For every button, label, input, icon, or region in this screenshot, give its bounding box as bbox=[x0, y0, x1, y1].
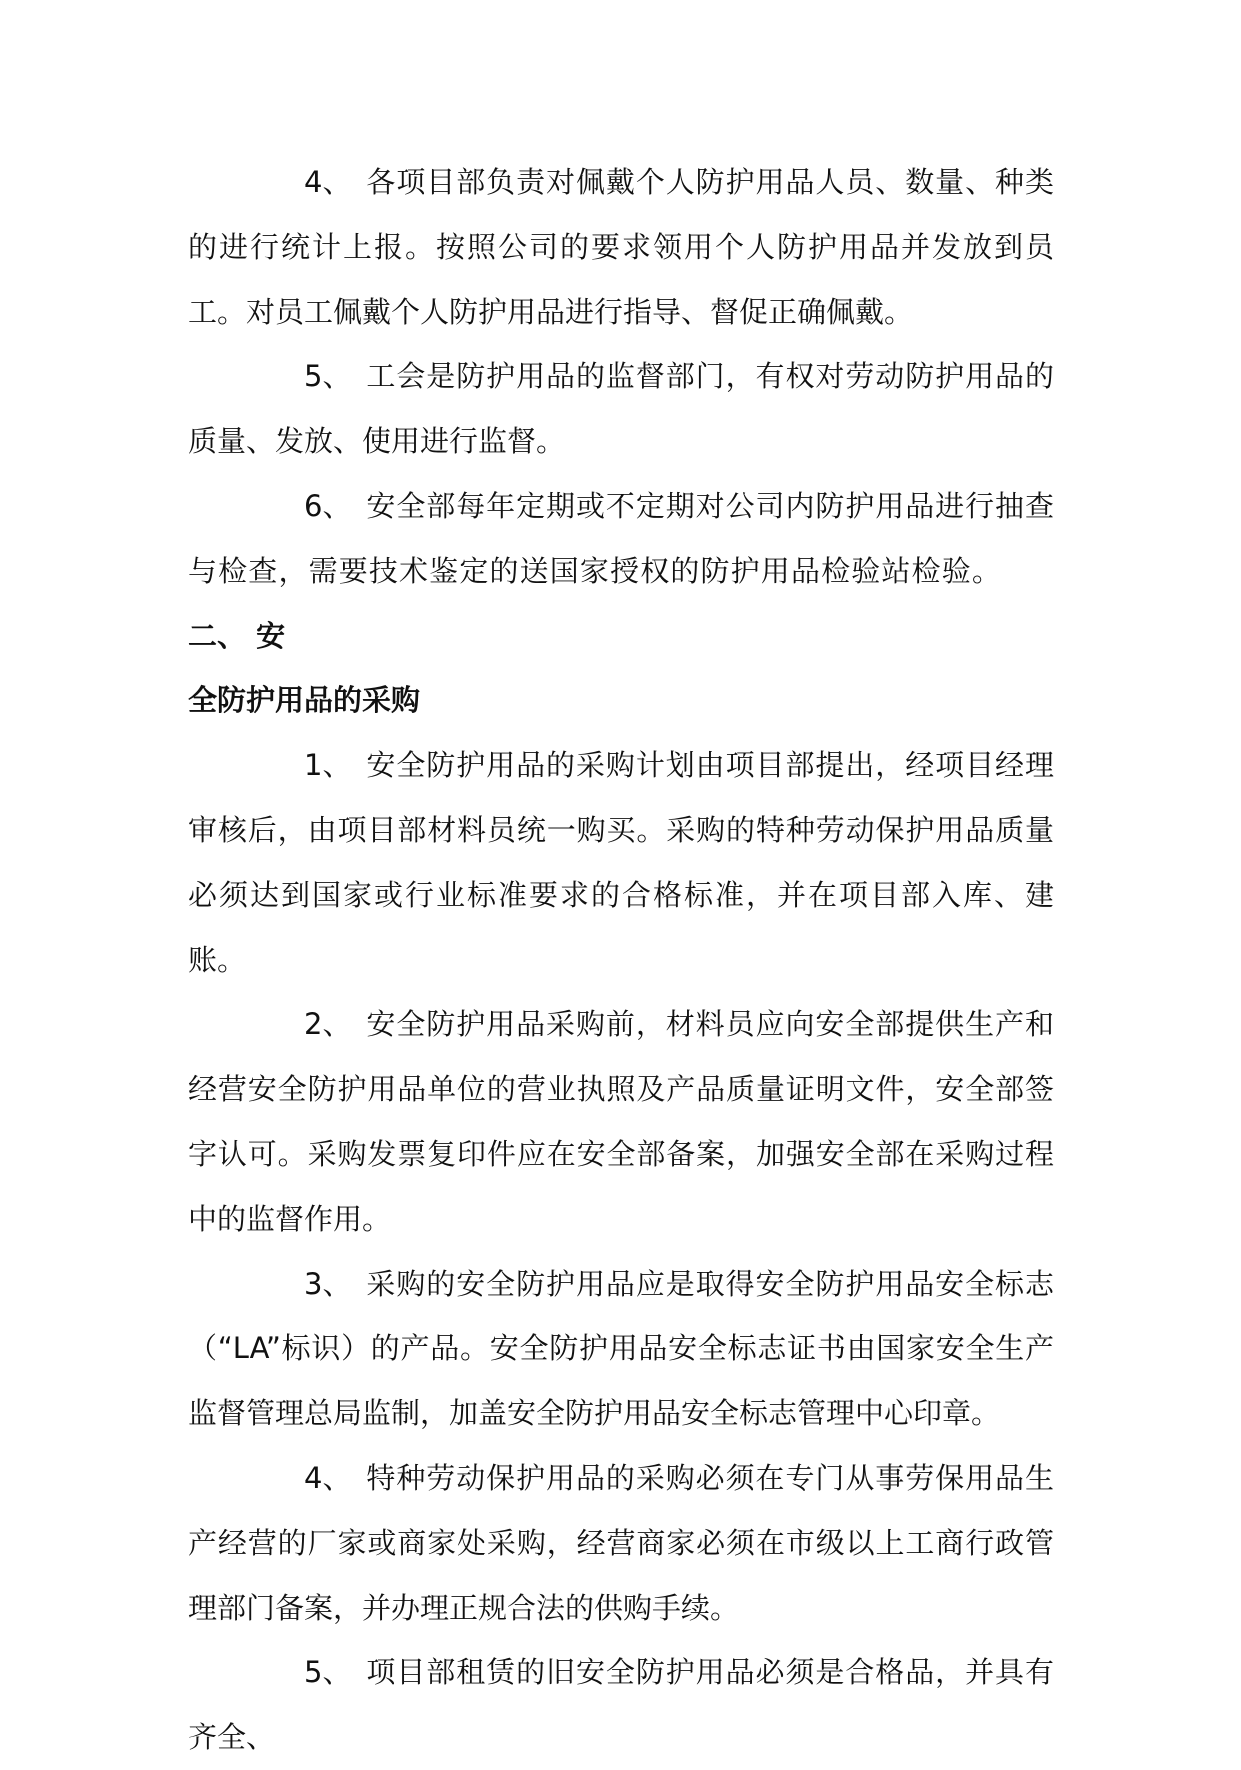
paragraph-6-inspection bbox=[188, 474, 1054, 668]
paragraph-text: 项目部租赁的旧安全防护用品必须是合格品，并具有齐全、 bbox=[188, 1655, 1054, 1755]
paragraph-number: 5、 bbox=[304, 1655, 352, 1690]
section-paragraph-3-la-mark bbox=[188, 1252, 1054, 1446]
paragraph-text: 工会是防护用品的监督部门，有权对劳动防护用品的质量、发放、使用进行监督。 bbox=[188, 359, 1054, 459]
section-paragraph-1-purchase-plan bbox=[188, 733, 1054, 992]
section-heading-start: 二、 安 bbox=[188, 618, 286, 653]
section-paragraph-4-special-ppe bbox=[188, 1446, 1054, 1640]
document-page bbox=[188, 150, 1054, 1770]
paragraph-text: 安全部每年定期或不定期对公司内防护用品进行抽查与检查，需要技术鉴定的送国家授权的防护用品检验站检验。 bbox=[188, 488, 1054, 588]
paragraph-number: 6、 bbox=[304, 488, 352, 523]
section-heading-procurement: 全防护用品的采购 bbox=[188, 683, 421, 718]
paragraph-number: 2、 bbox=[304, 1007, 352, 1042]
paragraph-text: 安全防护用品的采购计划由项目部提出，经项目经理审核后，由项目部材料员统一购买。采购的特种劳动保护用品质量必须达到国家或行业标准要求的合格标准，并在项目部入库、建账。 bbox=[188, 748, 1054, 977]
paragraph-number: 4、 bbox=[304, 165, 352, 199]
paragraph-number: 3、 bbox=[304, 1266, 352, 1301]
paragraph-4-ppe-statistics bbox=[188, 150, 1054, 344]
section-paragraph-2-supplier-docs bbox=[188, 992, 1054, 1251]
paragraph-number: 5、 bbox=[304, 359, 352, 394]
paragraph-text: 安全防护用品采购前，材料员应向安全部提供生产和经营安全防护用品单位的营业执照及产品质量证明文件，安全部签字认可。采购发票复印件应在安全部备案，加强安全部在采购过程中的监督作用。 bbox=[188, 1007, 1054, 1236]
paragraph-5-union-supervision bbox=[188, 344, 1054, 474]
paragraph-number: 4、 bbox=[304, 1460, 352, 1495]
paragraph-text: 特种劳动保护用品的采购必须在专门从事劳保用品生产经营的厂家或商家处采购，经营商家必须在市级以上工商行政管理部门备案，并办理正规合法的供购手续。 bbox=[188, 1460, 1054, 1625]
section-paragraph-5-leased-ppe bbox=[188, 1640, 1054, 1770]
paragraph-number: 1、 bbox=[304, 748, 352, 783]
paragraph-text: 各项目部负责对佩戴个人防护用品人员、数量、种类的进行统计上报。按照公司的要求领用个人防护用品并发放到员工。对员工佩戴个人防护用品进行指导、督促正确佩戴。 bbox=[188, 165, 1054, 329]
paragraph-text: 采购的安全防护用品应是取得安全防护用品安全标志（“LA”标识）的产品。安全防护用品安全标志证书由国家安全生产监督管理总局监制，加盖安全防护用品安全标志管理中心印章。 bbox=[188, 1266, 1054, 1431]
